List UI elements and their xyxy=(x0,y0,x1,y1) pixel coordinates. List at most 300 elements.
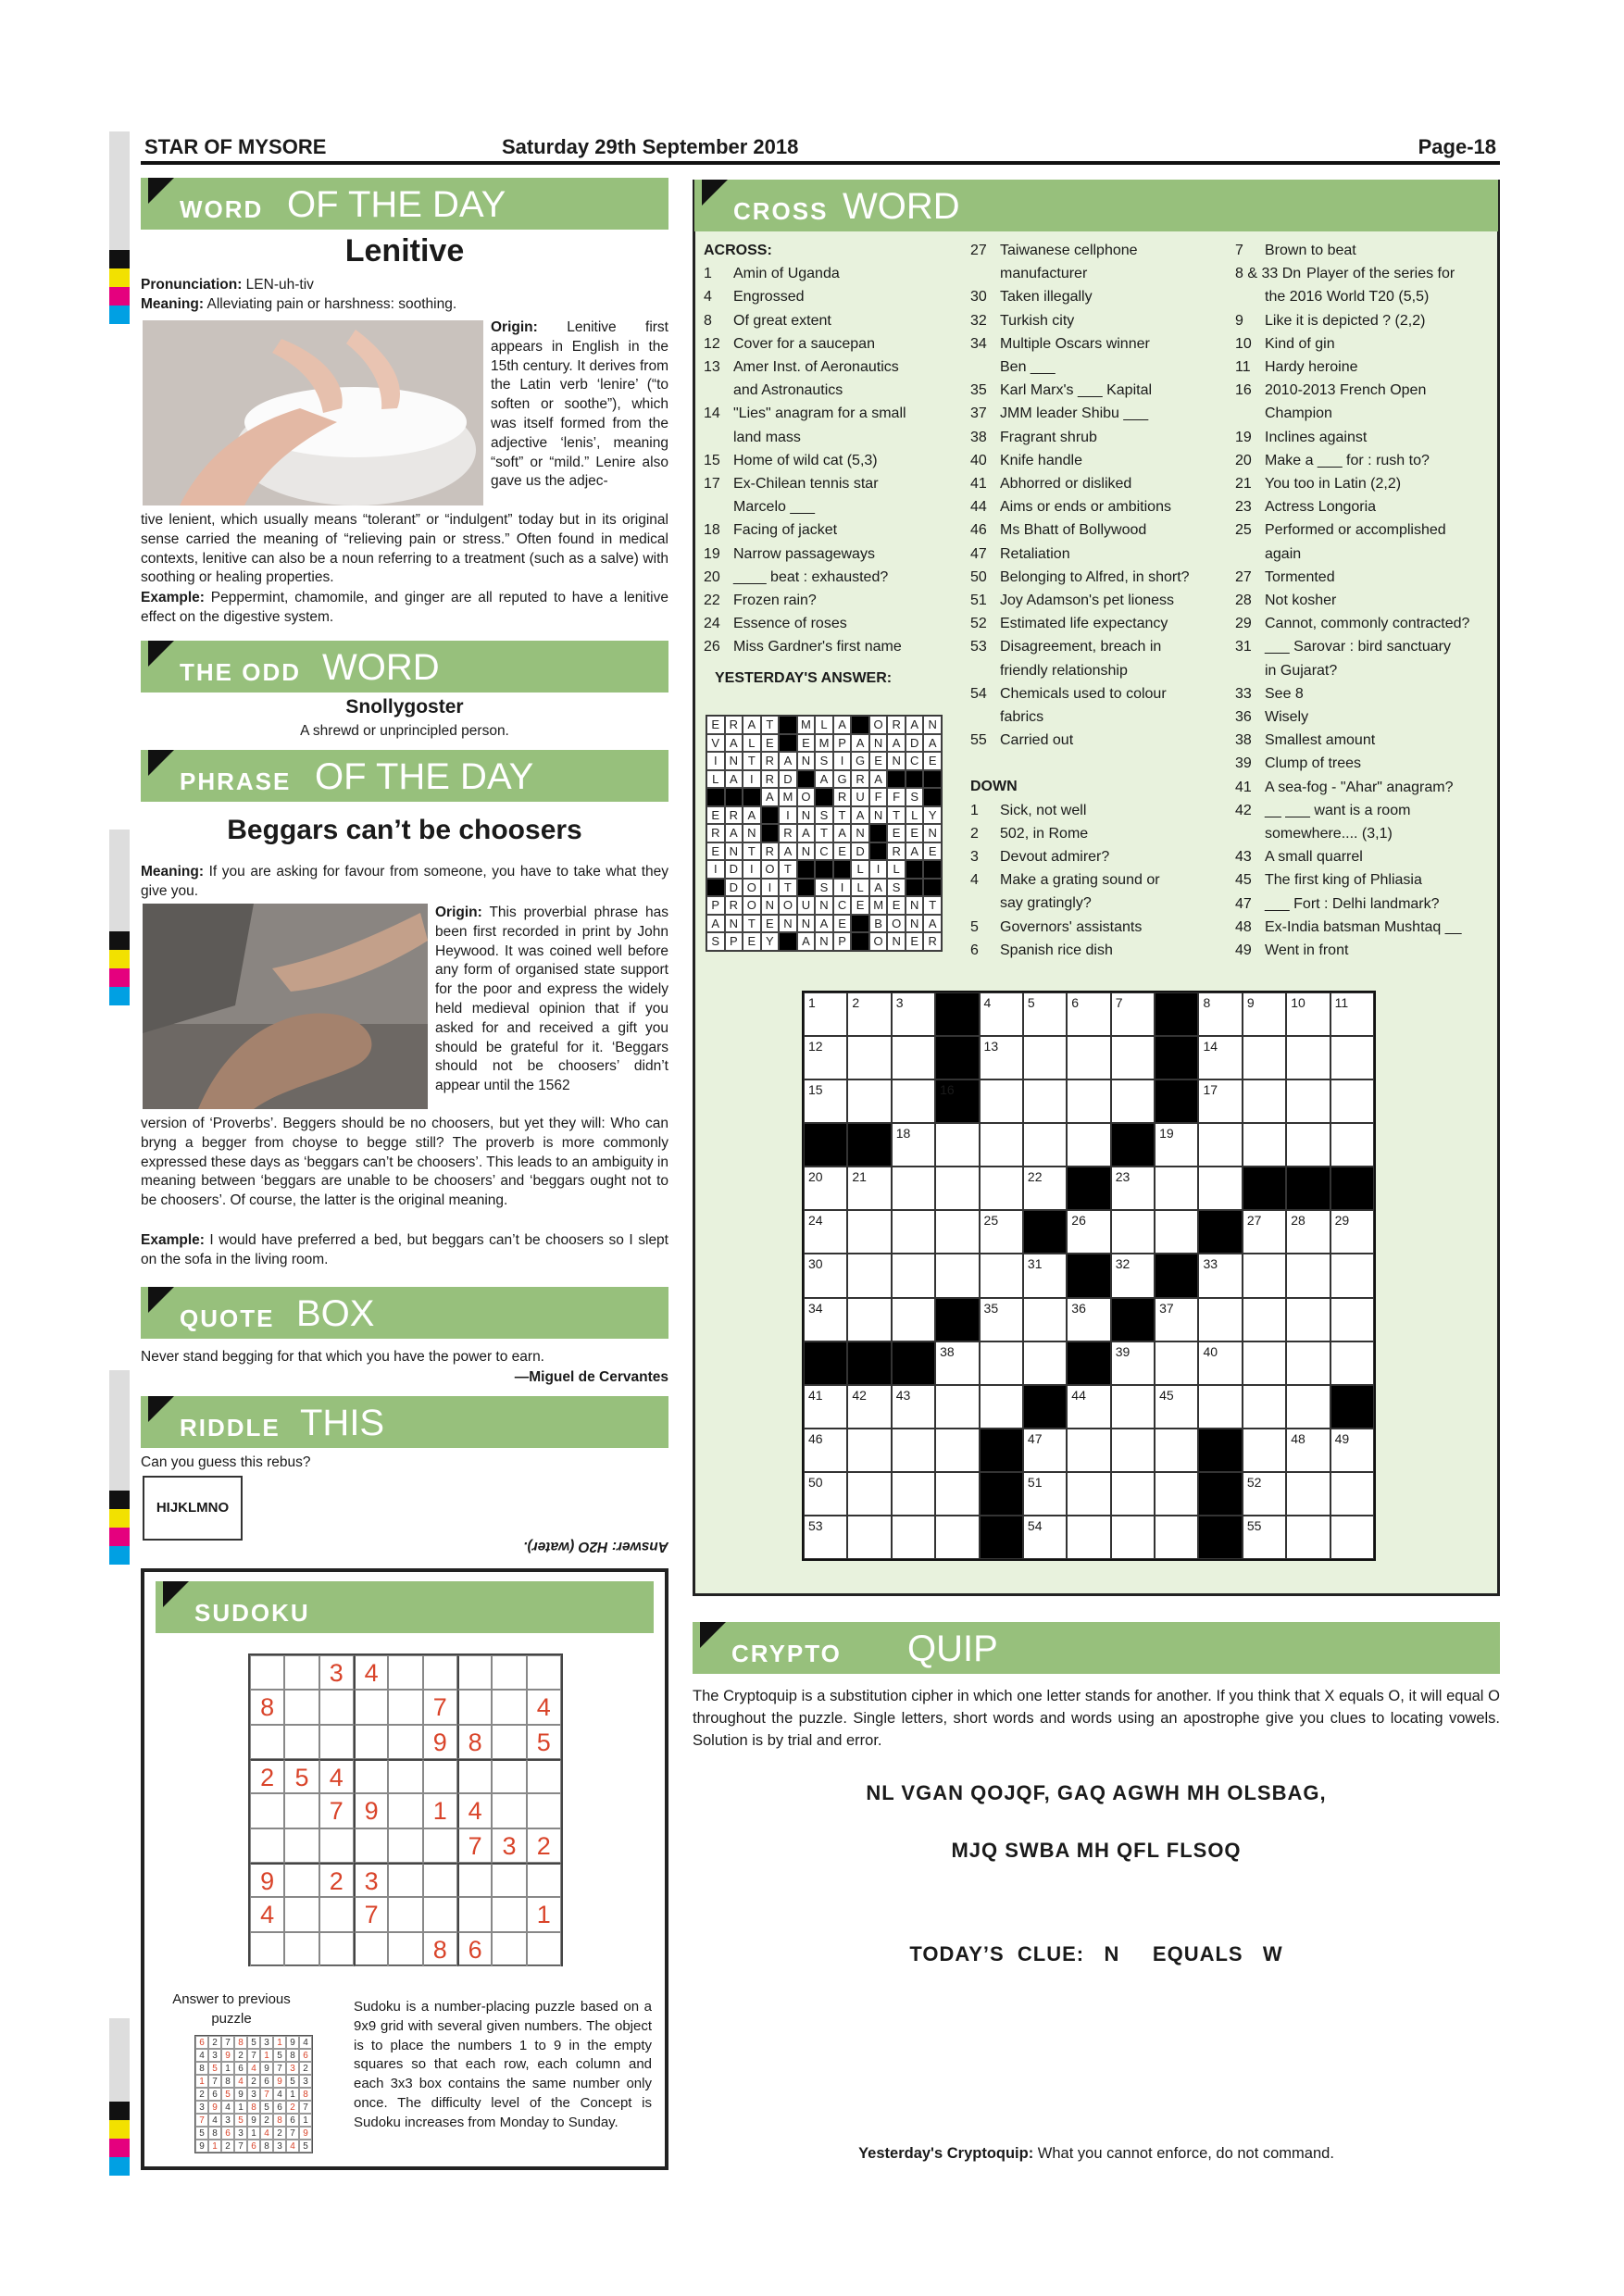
crossword-cell[interactable] xyxy=(1155,1210,1198,1254)
crossword-cell[interactable] xyxy=(1023,992,1067,1036)
clue-row xyxy=(970,916,1213,939)
sudoku-cell[interactable]: 5 xyxy=(527,1725,561,1759)
answer-letter: A xyxy=(797,824,816,842)
sudoku-cell[interactable]: 2 xyxy=(250,1759,284,1793)
crossword-cell[interactable] xyxy=(1286,1516,1330,1559)
corner-triangle-icon xyxy=(148,1287,174,1313)
crossword-cell[interactable] xyxy=(1243,1385,1286,1429)
sudoku-cell[interactable]: 7 xyxy=(319,1793,354,1828)
sudoku-cell[interactable]: 4 xyxy=(354,1655,388,1690)
crossword-cell[interactable] xyxy=(892,1472,935,1516)
sudoku-header: SUDOKU xyxy=(156,1581,654,1633)
black-square xyxy=(706,788,725,806)
sudoku-cell[interactable] xyxy=(284,1863,319,1897)
black-square xyxy=(833,860,852,879)
crossword-cell[interactable] xyxy=(935,1472,979,1516)
crossword-cell[interactable] xyxy=(1198,1079,1242,1123)
sudoku-answer-cell: 7 xyxy=(247,2049,260,2062)
black-square xyxy=(815,860,833,879)
crossword-cell[interactable] xyxy=(1330,1472,1374,1516)
crossword-cell[interactable] xyxy=(1243,1123,1286,1167)
sudoku-cell[interactable] xyxy=(250,1828,284,1863)
clue-row xyxy=(1235,566,1498,589)
answer-letter: T xyxy=(743,842,761,861)
sudoku-cell[interactable] xyxy=(388,1655,422,1690)
crossword-cell[interactable] xyxy=(1111,1036,1155,1079)
sudoku-answer-cell: 9 xyxy=(273,2075,286,2088)
answer-letter: P xyxy=(833,932,852,951)
sudoku-cell[interactable] xyxy=(457,1863,492,1897)
crossword-cell[interactable] xyxy=(1243,1429,1286,1472)
sudoku-answer-cell: 4 xyxy=(299,2036,312,2049)
crossword-cell[interactable] xyxy=(1286,1472,1330,1516)
crossword-cell[interactable] xyxy=(1067,1123,1110,1167)
crossword-cell[interactable] xyxy=(847,1210,891,1254)
crossword-cell[interactable] xyxy=(1198,1385,1242,1429)
sudoku-cell[interactable]: 2 xyxy=(527,1828,561,1863)
clue-row xyxy=(704,449,944,472)
crossword-cell[interactable] xyxy=(804,992,847,1036)
sudoku-cell[interactable] xyxy=(319,1690,354,1724)
crossword-cell[interactable] xyxy=(892,1167,935,1210)
crossword-cell[interactable] xyxy=(1067,1298,1110,1341)
answer-letter: N xyxy=(887,752,906,770)
sudoku-cell[interactable] xyxy=(457,1759,492,1793)
crossword-cell[interactable] xyxy=(1023,1079,1067,1123)
sudoku-cell[interactable]: 7 xyxy=(457,1828,492,1863)
crossword-cell[interactable] xyxy=(1067,1210,1110,1254)
crossword-cell[interactable] xyxy=(1286,1385,1330,1429)
phrase-example: Example: I would have preferred a bed, but beggars can’t be choosers so I slept on the sofa in the living room. xyxy=(141,1232,668,1267)
sudoku-cell[interactable] xyxy=(423,1863,457,1897)
clue-number: 27 xyxy=(970,243,987,258)
answer-letter: B xyxy=(869,915,888,933)
crossword-cell[interactable] xyxy=(1286,1079,1330,1123)
clue-number: 4 xyxy=(704,289,712,306)
sudoku-cell[interactable] xyxy=(492,1897,526,1931)
crossword-cell[interactable] xyxy=(1155,1167,1198,1210)
sudoku-cell[interactable] xyxy=(250,1725,284,1759)
sudoku-cell[interactable] xyxy=(354,1759,388,1793)
crossword-cell[interactable] xyxy=(1243,992,1286,1036)
crossword-cell[interactable] xyxy=(892,1516,935,1559)
clue-row xyxy=(970,799,1213,822)
word-example: Example: Peppermint, chamomile, and ginger are all reputed to have a lenitive effect on the digestive system. xyxy=(141,590,668,625)
crossword-cell[interactable] xyxy=(1330,1036,1374,1079)
crossword-cell[interactable] xyxy=(1330,992,1374,1036)
crossword-cell[interactable] xyxy=(1330,1123,1374,1167)
crossword-cell[interactable] xyxy=(935,1254,979,1297)
crossword-cell[interactable] xyxy=(935,1341,979,1385)
sudoku-cell[interactable] xyxy=(354,1932,388,1966)
crossword-cell[interactable] xyxy=(1286,1036,1330,1079)
sudoku-cell[interactable]: 2 xyxy=(319,1863,354,1897)
crossword-cell[interactable] xyxy=(1111,1341,1155,1385)
crossword-cell[interactable] xyxy=(892,1429,935,1472)
sudoku-cell[interactable] xyxy=(388,1932,422,1966)
sudoku-cell[interactable] xyxy=(492,1690,526,1724)
crossword-cell[interactable] xyxy=(1111,992,1155,1036)
crossword-cell[interactable] xyxy=(892,1298,935,1341)
answer-letter: G xyxy=(851,752,869,770)
black-square xyxy=(892,1341,935,1385)
clue-text: land mass xyxy=(733,429,801,445)
crossword-cell[interactable] xyxy=(1111,1079,1155,1123)
crossword-cell[interactable] xyxy=(1023,1429,1067,1472)
sudoku-cell[interactable] xyxy=(527,1655,561,1690)
sudoku-cell[interactable] xyxy=(457,1897,492,1931)
sudoku-answer-cell: 3 xyxy=(273,2140,286,2152)
clue-number: 16 xyxy=(1235,382,1252,399)
sudoku-cell[interactable]: 3 xyxy=(492,1828,526,1863)
crossword-cell[interactable] xyxy=(1286,1341,1330,1385)
crossword-cell[interactable] xyxy=(1330,1341,1374,1385)
crossword-grid xyxy=(802,991,1376,1561)
crossword-cell[interactable] xyxy=(847,992,891,1036)
crossword-cell[interactable] xyxy=(847,1254,891,1297)
clue-number: 8 xyxy=(704,312,712,329)
sudoku-cell[interactable]: 7 xyxy=(354,1897,388,1931)
sudoku-cell[interactable] xyxy=(527,1932,561,1966)
sudoku-answer-cell: 3 xyxy=(247,2088,260,2101)
crossword-cell[interactable] xyxy=(804,1298,847,1341)
crossword-cell[interactable] xyxy=(1330,1210,1374,1254)
crossword-cell[interactable] xyxy=(804,1254,847,1297)
clue-row xyxy=(970,472,1213,495)
clue-row xyxy=(970,729,1213,752)
crossword-cell[interactable] xyxy=(847,1429,891,1472)
sudoku-cell[interactable] xyxy=(284,1828,319,1863)
crossword-cell[interactable] xyxy=(847,1385,891,1429)
crossword-cell[interactable] xyxy=(1111,1385,1155,1429)
clue-number: 45 xyxy=(1235,872,1252,889)
crossword-cell[interactable] xyxy=(1067,1472,1110,1516)
crossword-cell[interactable] xyxy=(847,1516,891,1559)
clue-text: Like it is depicted ? (2,2) xyxy=(1265,312,1426,329)
crossword-cell[interactable] xyxy=(1198,1341,1242,1385)
sudoku-cell[interactable] xyxy=(457,1655,492,1690)
clue-row xyxy=(1235,472,1498,495)
crossword-cell[interactable] xyxy=(847,1036,891,1079)
answer-letter: A xyxy=(725,770,743,789)
crossword-cell[interactable] xyxy=(1243,1298,1286,1341)
crossword-cell[interactable] xyxy=(1330,1298,1374,1341)
clue-text: Carried out xyxy=(1000,732,1074,749)
sudoku-cell[interactable] xyxy=(388,1759,422,1793)
crossword-cell[interactable] xyxy=(935,1123,979,1167)
crossword-cell[interactable] xyxy=(892,1036,935,1079)
sudoku-cell[interactable] xyxy=(492,1655,526,1690)
crossword-cell[interactable] xyxy=(847,1298,891,1341)
crossword-cell[interactable] xyxy=(1023,1341,1067,1385)
sudoku-answer-cell: 7 xyxy=(286,2127,299,2140)
clue-row xyxy=(970,239,1213,262)
crossword-cell[interactable] xyxy=(1155,1429,1198,1472)
answer-letter: R xyxy=(725,896,743,915)
crossword-cell[interactable] xyxy=(1198,1298,1242,1341)
crossword-cell[interactable] xyxy=(804,1036,847,1079)
sudoku-cell[interactable] xyxy=(423,1828,457,1863)
crossword-cell[interactable] xyxy=(1111,1516,1155,1559)
clue-row xyxy=(1235,868,1498,892)
crossword-cell[interactable] xyxy=(1198,1123,1242,1167)
crossword-cell[interactable] xyxy=(892,1210,935,1254)
crossword-cell[interactable] xyxy=(1286,992,1330,1036)
sudoku-cell[interactable] xyxy=(527,1863,561,1897)
sudoku-cell[interactable] xyxy=(250,1793,284,1828)
sudoku-cell[interactable] xyxy=(423,1655,457,1690)
sudoku-answer-cell: 1 xyxy=(273,2036,286,2049)
crossword-cell[interactable] xyxy=(980,1167,1023,1210)
sudoku-cell[interactable]: 4 xyxy=(319,1759,354,1793)
crossword-cell[interactable] xyxy=(892,1254,935,1297)
sudoku-cell[interactable] xyxy=(423,1897,457,1931)
crossword-cell[interactable] xyxy=(1111,1472,1155,1516)
sudoku-cell[interactable]: 8 xyxy=(457,1725,492,1759)
sudoku-cell[interactable] xyxy=(492,1863,526,1897)
sudoku-cell[interactable] xyxy=(492,1793,526,1828)
crossword-cell[interactable] xyxy=(1023,1254,1067,1297)
clue-text: Make a grating sound or xyxy=(1000,872,1160,889)
crossword-cell[interactable] xyxy=(1198,1254,1242,1297)
crossword-cell[interactable] xyxy=(804,1429,847,1472)
crossword-cell[interactable] xyxy=(804,1167,847,1210)
sudoku-cell[interactable] xyxy=(354,1828,388,1863)
crossword-cell[interactable] xyxy=(935,1385,979,1429)
sudoku-cell[interactable] xyxy=(284,1897,319,1931)
sudoku-cell[interactable]: 7 xyxy=(423,1690,457,1724)
crossword-cell[interactable] xyxy=(980,1210,1023,1254)
corner-triangle-icon xyxy=(700,1622,726,1648)
crossword-cell[interactable] xyxy=(1155,1385,1198,1429)
sudoku-answer-cell: 1 xyxy=(247,2127,260,2140)
black-square xyxy=(980,1516,1023,1559)
crossword-cell[interactable] xyxy=(980,1036,1023,1079)
answer-letter: A xyxy=(743,716,761,734)
sudoku-cell[interactable] xyxy=(388,1897,422,1931)
sudoku-cell[interactable]: 3 xyxy=(354,1863,388,1897)
sudoku-cell[interactable] xyxy=(284,1655,319,1690)
crossword-cell[interactable] xyxy=(1198,992,1242,1036)
crossword-cell[interactable] xyxy=(1023,1516,1067,1559)
crossword-cell[interactable] xyxy=(1067,1429,1110,1472)
crossword-cell[interactable] xyxy=(1286,1298,1330,1341)
sudoku-cell[interactable] xyxy=(388,1725,422,1759)
crossword-cell[interactable] xyxy=(892,1079,935,1123)
sudoku-cell[interactable]: 1 xyxy=(423,1793,457,1828)
sudoku-cell[interactable] xyxy=(284,1793,319,1828)
crossword-cell[interactable] xyxy=(1023,1298,1067,1341)
sudoku-answer-cell: 6 xyxy=(286,2114,299,2127)
crossword-cell[interactable] xyxy=(1023,1167,1067,1210)
sudoku-cell[interactable] xyxy=(423,1759,457,1793)
sudoku-cell[interactable]: 4 xyxy=(527,1690,561,1724)
sudoku-cell[interactable]: 3 xyxy=(319,1655,354,1690)
answer-letter: N xyxy=(906,915,924,933)
sudoku-answer-cell: 2 xyxy=(234,2049,247,2062)
crossword-cell[interactable] xyxy=(847,1167,891,1210)
sudoku-cell[interactable]: 4 xyxy=(250,1897,284,1931)
crossword-cell[interactable] xyxy=(1023,1123,1067,1167)
crossword-cell[interactable] xyxy=(1330,1516,1374,1559)
sudoku-cell[interactable] xyxy=(492,1725,526,1759)
sudoku-answer-cell: 4 xyxy=(273,2088,286,2101)
clue-row xyxy=(1235,426,1498,449)
sudoku-cell[interactable] xyxy=(319,1725,354,1759)
clue-text: Knife handle xyxy=(1000,452,1082,468)
sudoku-answer-cell: 4 xyxy=(234,2075,247,2088)
crossword-cell[interactable] xyxy=(935,1210,979,1254)
crossword-cell[interactable] xyxy=(1155,1472,1198,1516)
sudoku-cell[interactable] xyxy=(492,1932,526,1966)
crossword-cell[interactable] xyxy=(1286,1254,1330,1297)
answer-letter: R xyxy=(887,716,906,734)
crossword-cell[interactable] xyxy=(1067,1385,1110,1429)
crossword-cell[interactable] xyxy=(1111,1429,1155,1472)
clue-row xyxy=(1235,659,1498,682)
crossword-cell[interactable] xyxy=(980,1341,1023,1385)
crossword-cell[interactable] xyxy=(1243,1516,1286,1559)
crossword-cell[interactable] xyxy=(1155,1516,1198,1559)
sudoku-cell[interactable] xyxy=(319,1932,354,1966)
sudoku-cell[interactable] xyxy=(250,1655,284,1690)
crossword-cell[interactable] xyxy=(1198,1036,1242,1079)
sudoku-cell[interactable] xyxy=(354,1690,388,1724)
crossword-cell[interactable] xyxy=(892,1123,935,1167)
crossword-cell[interactable] xyxy=(1155,1123,1198,1167)
sudoku-cell[interactable]: 4 xyxy=(457,1793,492,1828)
clue-number: 12 xyxy=(704,335,720,352)
cell-number: 33 xyxy=(1203,1256,1218,1272)
answer-letter: A xyxy=(923,915,942,933)
sudoku-cell[interactable] xyxy=(284,1690,319,1724)
crossword-cell[interactable] xyxy=(1330,1429,1374,1472)
sudoku-cell[interactable]: 9 xyxy=(354,1793,388,1828)
crossword-cell[interactable] xyxy=(980,1123,1023,1167)
crossword-cell[interactable] xyxy=(1198,1167,1242,1210)
across-clues-col1 xyxy=(704,239,944,690)
answer-letter: A xyxy=(725,734,743,753)
crossword-cell[interactable] xyxy=(1286,1429,1330,1472)
crossword-cell[interactable] xyxy=(892,1385,935,1429)
crossword-cell[interactable] xyxy=(1330,1079,1374,1123)
odd-word-header: THE ODD WORD xyxy=(141,641,668,693)
clue-text: Multiple Oscars winner xyxy=(1000,335,1150,352)
crossword-cell[interactable] xyxy=(892,992,935,1036)
crossword-cell[interactable] xyxy=(1067,1079,1110,1123)
sudoku-answer-cell: 1 xyxy=(208,2140,221,2152)
sudoku-cell[interactable]: 5 xyxy=(284,1759,319,1793)
crossword-cell[interactable] xyxy=(1243,1254,1286,1297)
clue-row xyxy=(1235,518,1498,542)
cell-number: 52 xyxy=(1246,1474,1262,1490)
crossword-cell[interactable] xyxy=(1243,1341,1286,1385)
crossword-cell[interactable] xyxy=(1111,1167,1155,1210)
crossword-cell[interactable] xyxy=(1111,1210,1155,1254)
sudoku-cell[interactable]: 8 xyxy=(250,1690,284,1724)
sudoku-cell[interactable]: 9 xyxy=(423,1725,457,1759)
sudoku-cell[interactable] xyxy=(319,1828,354,1863)
sudoku-cell[interactable] xyxy=(388,1690,422,1724)
cell-number: 30 xyxy=(808,1256,823,1272)
crossword-cell[interactable] xyxy=(1286,1123,1330,1167)
crossword-cell[interactable] xyxy=(1023,1036,1067,1079)
sudoku-cell[interactable] xyxy=(457,1690,492,1724)
clue-number: 1 xyxy=(970,802,979,818)
sudoku-cell[interactable]: 6 xyxy=(457,1932,492,1966)
crossword-cell[interactable] xyxy=(935,1516,979,1559)
sudoku-cell[interactable] xyxy=(319,1897,354,1931)
crossword-cell[interactable] xyxy=(1155,1341,1198,1385)
clue-number: 8 & 33 Dn xyxy=(1235,266,1302,282)
sudoku-answer-cell: 5 xyxy=(208,2062,221,2075)
crossword-cell[interactable] xyxy=(1243,1210,1286,1254)
sudoku-cell[interactable] xyxy=(284,1932,319,1966)
crossword-cell[interactable] xyxy=(1330,1254,1374,1297)
sudoku-answer-cell: 1 xyxy=(299,2114,312,2127)
sudoku-cell[interactable] xyxy=(527,1759,561,1793)
sudoku-cell[interactable] xyxy=(388,1863,422,1897)
crossword-cell[interactable] xyxy=(804,1079,847,1123)
sudoku-cell[interactable] xyxy=(388,1828,422,1863)
answer-letter: E xyxy=(706,716,725,734)
sudoku-cell[interactable] xyxy=(492,1759,526,1793)
sudoku-cell[interactable] xyxy=(354,1725,388,1759)
answer-letter: S xyxy=(887,879,906,897)
sudoku-cell[interactable] xyxy=(388,1793,422,1828)
cell-number: 21 xyxy=(852,1169,867,1185)
crossword-cell[interactable] xyxy=(980,1254,1023,1297)
crossword-cell[interactable] xyxy=(804,1472,847,1516)
sudoku-cell[interactable] xyxy=(250,1932,284,1966)
sudoku-cell[interactable]: 9 xyxy=(250,1863,284,1897)
crossword-cell[interactable] xyxy=(980,1079,1023,1123)
sudoku-cell[interactable] xyxy=(284,1725,319,1759)
sudoku-cell[interactable]: 1 xyxy=(527,1897,561,1931)
crossword-cell[interactable] xyxy=(980,1385,1023,1429)
cell-number: 45 xyxy=(1159,1387,1174,1403)
crossword-cell[interactable] xyxy=(1243,1472,1286,1516)
sudoku-answer-cell: 8 xyxy=(234,2036,247,2049)
crossword-cell[interactable] xyxy=(1067,1516,1110,1559)
crossword-cell[interactable] xyxy=(804,1516,847,1559)
crossword-cell[interactable] xyxy=(980,992,1023,1036)
crossword-cell[interactable] xyxy=(1067,1036,1110,1079)
crossword-cell[interactable] xyxy=(935,1167,979,1210)
crossword-cell[interactable] xyxy=(980,1298,1023,1341)
crossword-cell[interactable] xyxy=(1155,1298,1198,1341)
clue-row xyxy=(1235,285,1498,308)
crossword-cell[interactable] xyxy=(935,1429,979,1472)
answer-letter: E xyxy=(706,806,725,825)
crossword-cell[interactable] xyxy=(847,1079,891,1123)
crossword-cell[interactable] xyxy=(804,1210,847,1254)
crossword-cell[interactable] xyxy=(1111,1254,1155,1297)
crossword-cell[interactable] xyxy=(1243,1036,1286,1079)
sudoku-cell[interactable] xyxy=(527,1793,561,1828)
crossword-cell[interactable] xyxy=(804,1385,847,1429)
crossword-cell[interactable] xyxy=(1286,1210,1330,1254)
sudoku-answer-cell: 8 xyxy=(221,2075,234,2088)
crossword-cell[interactable] xyxy=(1023,1472,1067,1516)
black-square xyxy=(906,879,924,897)
crossword-cell[interactable] xyxy=(1067,992,1110,1036)
clue-text: Actress Longoria xyxy=(1265,499,1377,516)
crossword-cell[interactable] xyxy=(847,1472,891,1516)
crossword-cell[interactable] xyxy=(1243,1079,1286,1123)
clue-text: Ex-India batsman Mushtaq __ xyxy=(1265,918,1462,935)
sudoku-cell[interactable]: 8 xyxy=(423,1932,457,1966)
